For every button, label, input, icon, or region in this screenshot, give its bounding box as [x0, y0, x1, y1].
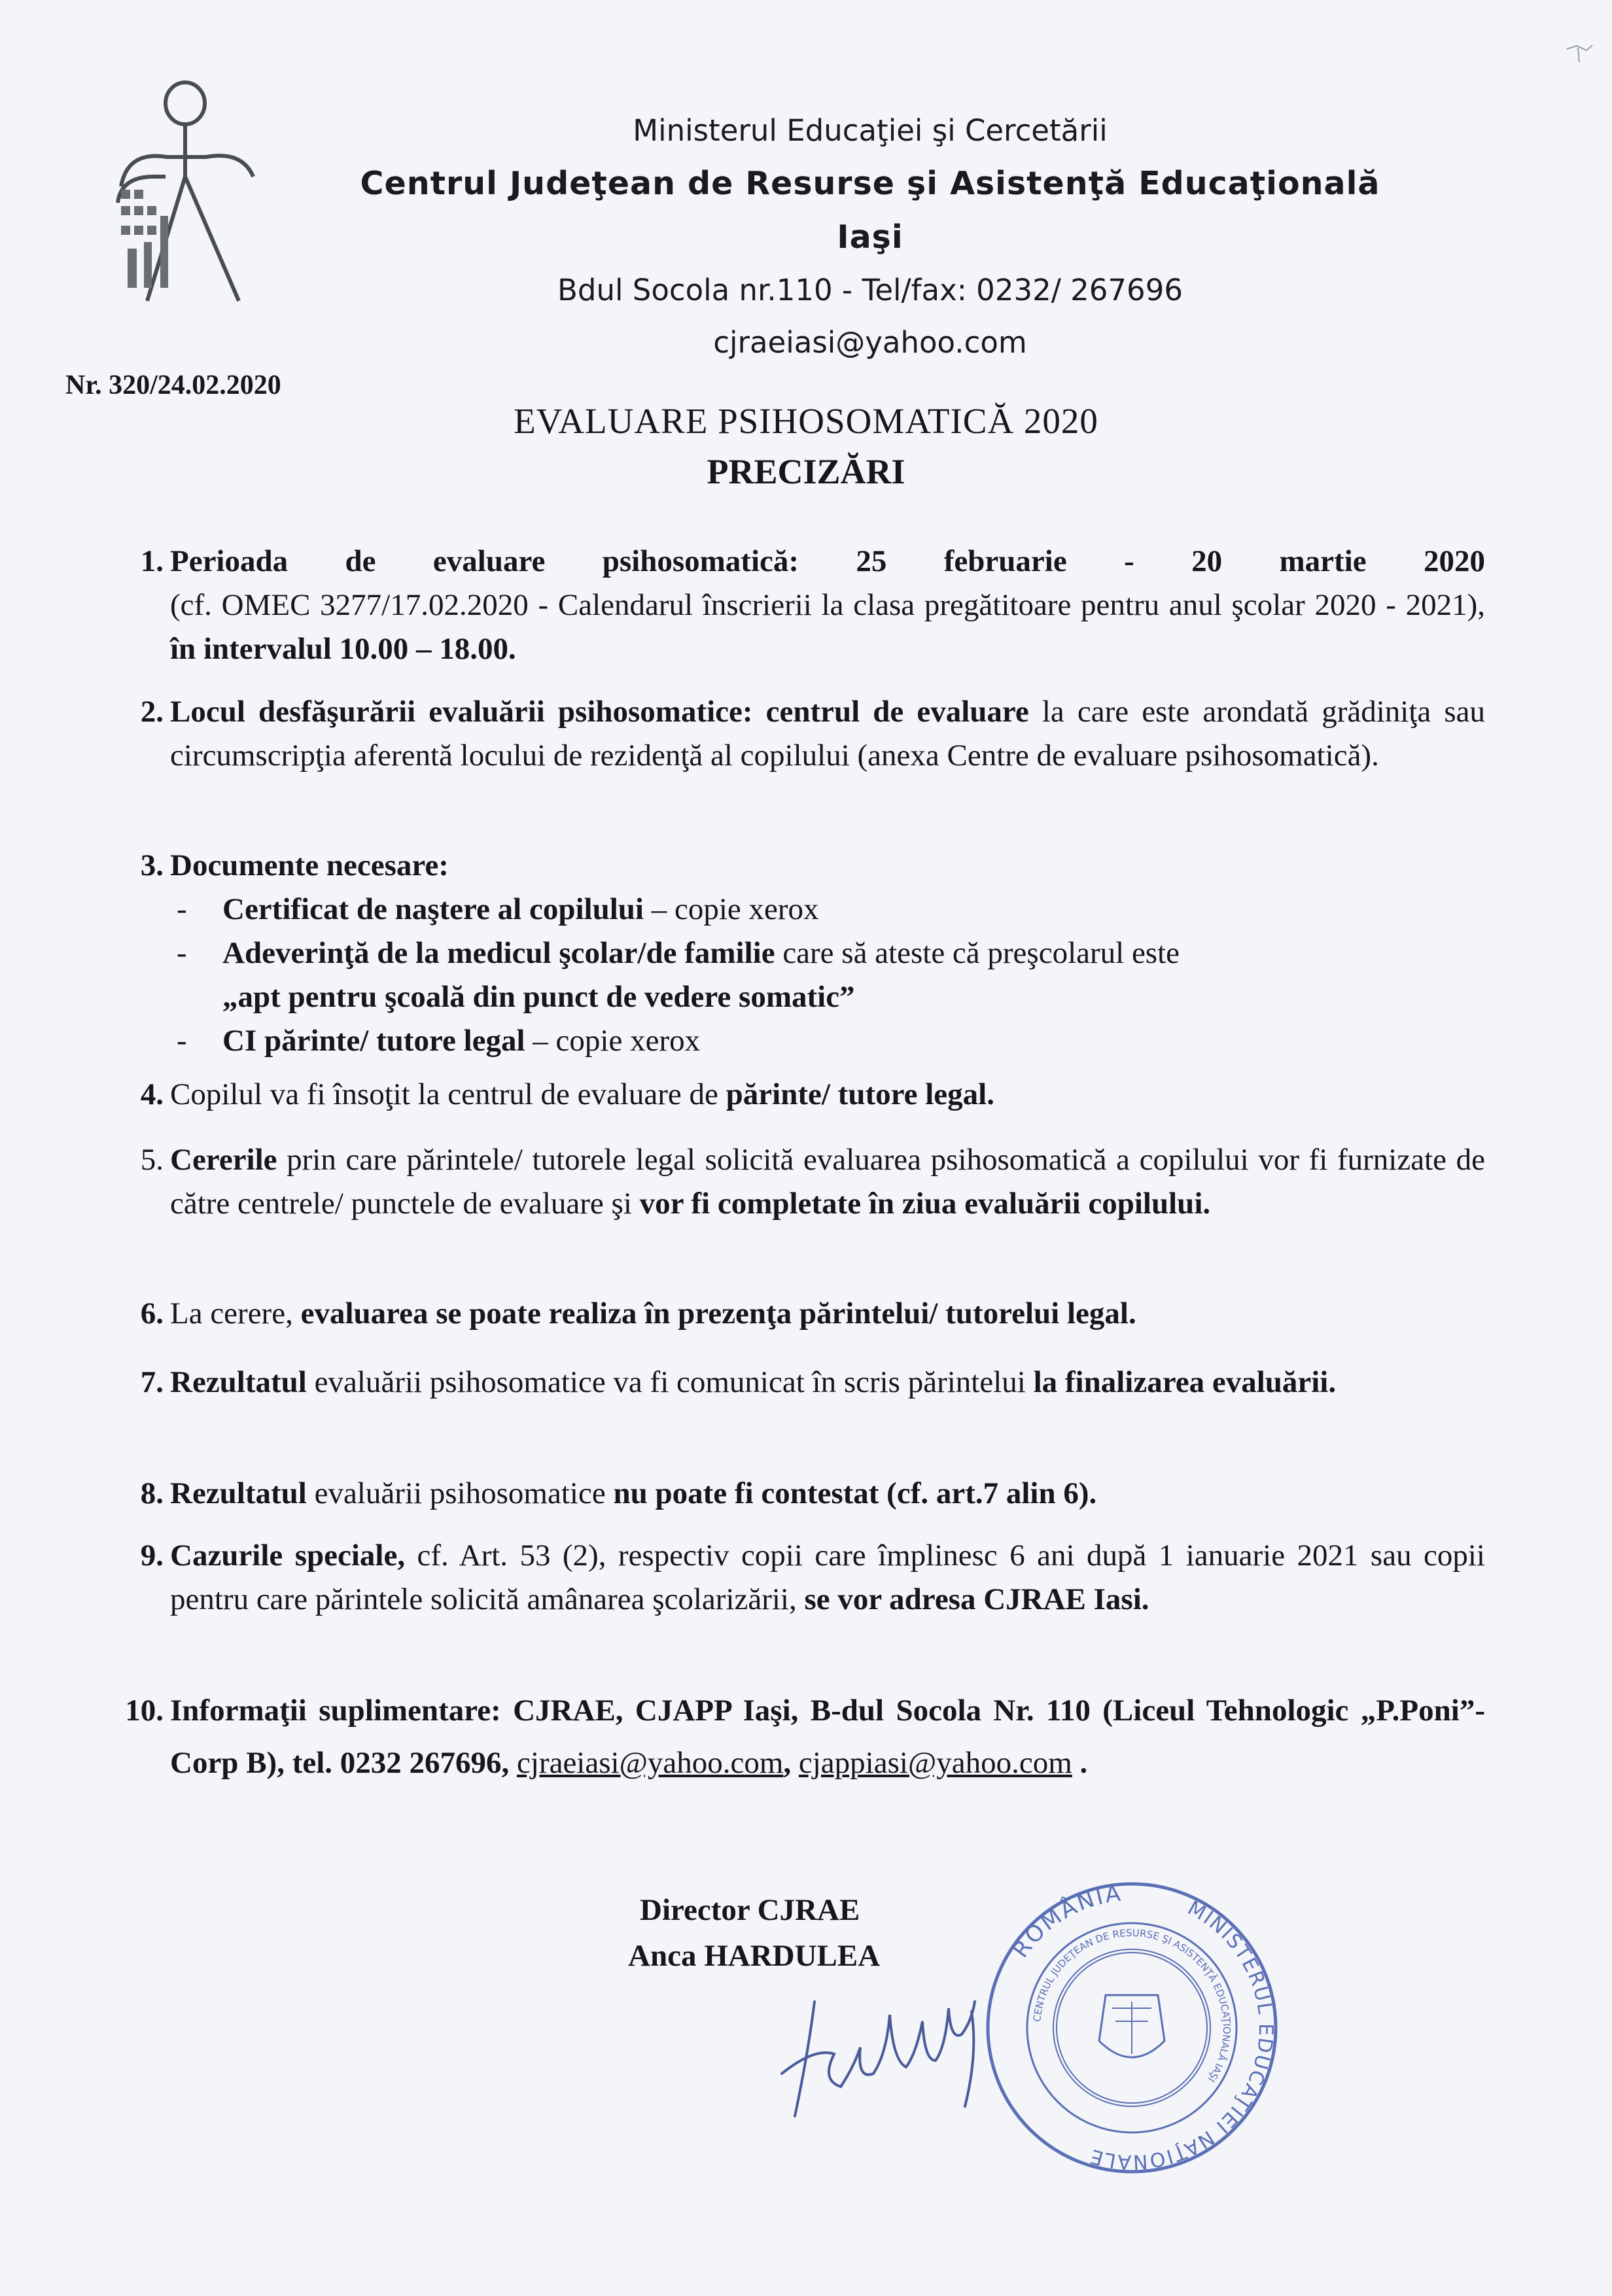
item-body: [170, 1292, 1485, 1336]
item-number: 3.: [140, 848, 164, 882]
signer-role: Director CJRAE: [640, 1893, 860, 1927]
item-body: [170, 690, 1485, 778]
document-name: Adeverinţă de la medicul şcolar/de familie: [222, 936, 775, 970]
document-note: care să ateste că preşcolarul este: [775, 936, 1180, 970]
document-subtitle: PRECIZĂRI: [707, 452, 905, 491]
center-name: Centrul Judeţean de Resurse şi Asistenţă Educaţională Iaşi: [360, 165, 1380, 256]
email-link-cjapp[interactable]: cjappiasi@yahoo.com: [798, 1746, 1072, 1780]
item-body: [170, 1073, 1485, 1117]
cjrae-logo-figure-icon: [108, 78, 265, 304]
svg-text:ROMÂNIA: [1008, 1880, 1124, 1962]
item-text-bold: evaluarea se poate realiza în prezenţa părintelui/ tutorelui legal.: [300, 1296, 1136, 1331]
list-item: [111, 1534, 1485, 1622]
list-item: [111, 1472, 1485, 1516]
item-text-bold: părinte/ tutore legal.: [726, 1077, 994, 1111]
list-item: [111, 1138, 1485, 1226]
item-body: [170, 1472, 1485, 1516]
center-email: cjraeiasi@yahoo.com: [713, 325, 1027, 360]
item-text-regular: prin care părintele/ tutorele legal solicită evaluarea psihosomatică a copilului vor fi furnizate de către centrele/ punctele de evaluare şi: [170, 1143, 1485, 1221]
document-name: Certificat de naştere al copilului: [222, 892, 644, 926]
item-text-bold: Rezultatul: [170, 1365, 307, 1399]
dash-marker: -: [177, 936, 187, 970]
document-entry: [170, 888, 1485, 931]
item-end: .: [1072, 1746, 1088, 1780]
document-name: CI părinte/ tutore legal: [222, 1024, 525, 1058]
separator: ,: [783, 1746, 792, 1780]
stamp-inner-ring: CENTRUL JUDEŢEAN DE RESURSE ŞI ASISTENŢĂ EDUCAŢIONALĂ IAŞI: [1031, 1926, 1233, 2085]
paper-speck-icon: [1564, 36, 1596, 69]
item-text-bold: Informaţii suplimentare: CJRAE, CJAPP Iaşi, B-dul Socola Nr. 110 (Liceul Tehnologic „P.Poni”-Corp B), tel. 0232 267696,: [170, 1694, 1485, 1780]
list-item: [111, 540, 1485, 671]
item-text-regular: (cf. OMEC 3277/17.02.2020 - Calendarul înscrierii la clasa pregătitoare pentru anul şcolar 2020 - 2021),: [170, 588, 1485, 622]
list-item: [111, 1073, 1485, 1117]
item-text-regular: evaluării psihosomatice va fi comunicat în scris părintelui: [306, 1365, 1034, 1399]
item-body: [170, 1138, 1485, 1226]
item-number: 9.: [140, 1539, 164, 1573]
documents-list: [170, 888, 1485, 1063]
item-number: 6.: [140, 1296, 164, 1331]
item-number: 1.: [140, 544, 164, 578]
document-title: EVALUARE PSIHOSOMATICĂ 2020: [514, 401, 1098, 441]
dash-marker: -: [177, 892, 187, 926]
item-text-regular: evaluării psihosomatice: [306, 1476, 614, 1510]
item-body: [170, 540, 1485, 671]
ministry-name: Ministerul Educaţiei şi Cercetării: [633, 113, 1108, 148]
stamp-outer-bottom: MINISTERUL EDUCAŢIEI NAŢIONALE: [1087, 1896, 1278, 2174]
item-number: 8.: [140, 1476, 164, 1510]
item-body: [170, 844, 1485, 1063]
item-text: [170, 583, 1485, 671]
item-text-bold: Cererile: [170, 1143, 277, 1177]
list-item: [111, 1684, 1485, 1789]
item-body: [170, 1361, 1485, 1404]
center-address: Bdul Socola nr.110 - Tel/fax: 0232/ 267696: [557, 273, 1183, 307]
item-text-bold: în intervalul 10.00 – 18.00.: [170, 632, 516, 666]
item-number: 10.: [125, 1694, 164, 1728]
document-number: Nr. 320/24.02.2020: [65, 370, 281, 400]
list-item: [111, 690, 1485, 778]
document-entry: [170, 931, 1485, 975]
dash-marker: -: [177, 1024, 187, 1058]
item-body: [170, 1534, 1485, 1622]
email-link-cjrae[interactable]: cjraeiasi@yahoo.com: [517, 1746, 784, 1780]
item-text-bold: la finalizarea evaluării.: [1033, 1365, 1337, 1399]
document-entry-continued: „apt pentru şcoală din punct de vedere somatic”: [222, 980, 855, 1014]
item-text-bold: Cazurile speciale,: [170, 1539, 406, 1573]
item-text-bold: nu poate fi contestat (cf. art.7 alin 6).: [613, 1476, 1097, 1510]
item-number: 7.: [140, 1365, 164, 1399]
item-body: [170, 1684, 1485, 1789]
item-text-bold: se vor adresa CJRAE Iasi.: [804, 1582, 1149, 1616]
item-text-bold: vor fi completate în ziua evaluării copilului.: [639, 1187, 1211, 1221]
official-round-stamp-icon: [981, 1877, 1282, 2178]
item-number: 2.: [140, 695, 164, 729]
document-note: – copie xerox: [525, 1024, 701, 1058]
item-heading: Perioada de evaluare psihosomatică: 25 februarie - 20 martie 2020: [170, 544, 1485, 578]
list-item: [111, 1361, 1485, 1404]
list-item: [111, 844, 1485, 1063]
item-text-regular: la care este arondată grădiniţa sau circumscripţia aferentă locului de rezidenţă al copilului (anexa Centre de evaluare psihosomatică).: [170, 695, 1485, 773]
item-text-regular: Copilul va fi însoţit la centrul de evaluare de: [170, 1077, 726, 1111]
item-text-regular: La cerere,: [170, 1296, 301, 1331]
handwritten-signature: [775, 1975, 991, 2126]
item-number: 4.: [140, 1077, 164, 1111]
item-heading: Documente necesare:: [170, 848, 449, 882]
signature-block: [628, 1887, 880, 1979]
item-number: 5.: [140, 1143, 164, 1177]
stamp-outer-top: ROMÂNIA: [1007, 1880, 1125, 1963]
document-entry: [170, 1019, 1485, 1063]
item-text-bold: Locul desfăşurării evaluării psihosomatice: centrul de evaluare: [170, 695, 1029, 729]
list-item: [111, 1292, 1485, 1336]
signer-name: Anca HARDULEA: [628, 1939, 881, 1973]
institution-header: [327, 105, 1413, 369]
item-text-bold: Rezultatul: [170, 1476, 307, 1510]
document-note: – copie xerox: [643, 892, 819, 926]
item-text-regular: cf. Art. 53 (2), respectiv copii care împlinesc 6 ani după 1 ianuarie 2021 sau copii pentru care părintele solicită amânarea şcolarizării,: [170, 1539, 1485, 1616]
